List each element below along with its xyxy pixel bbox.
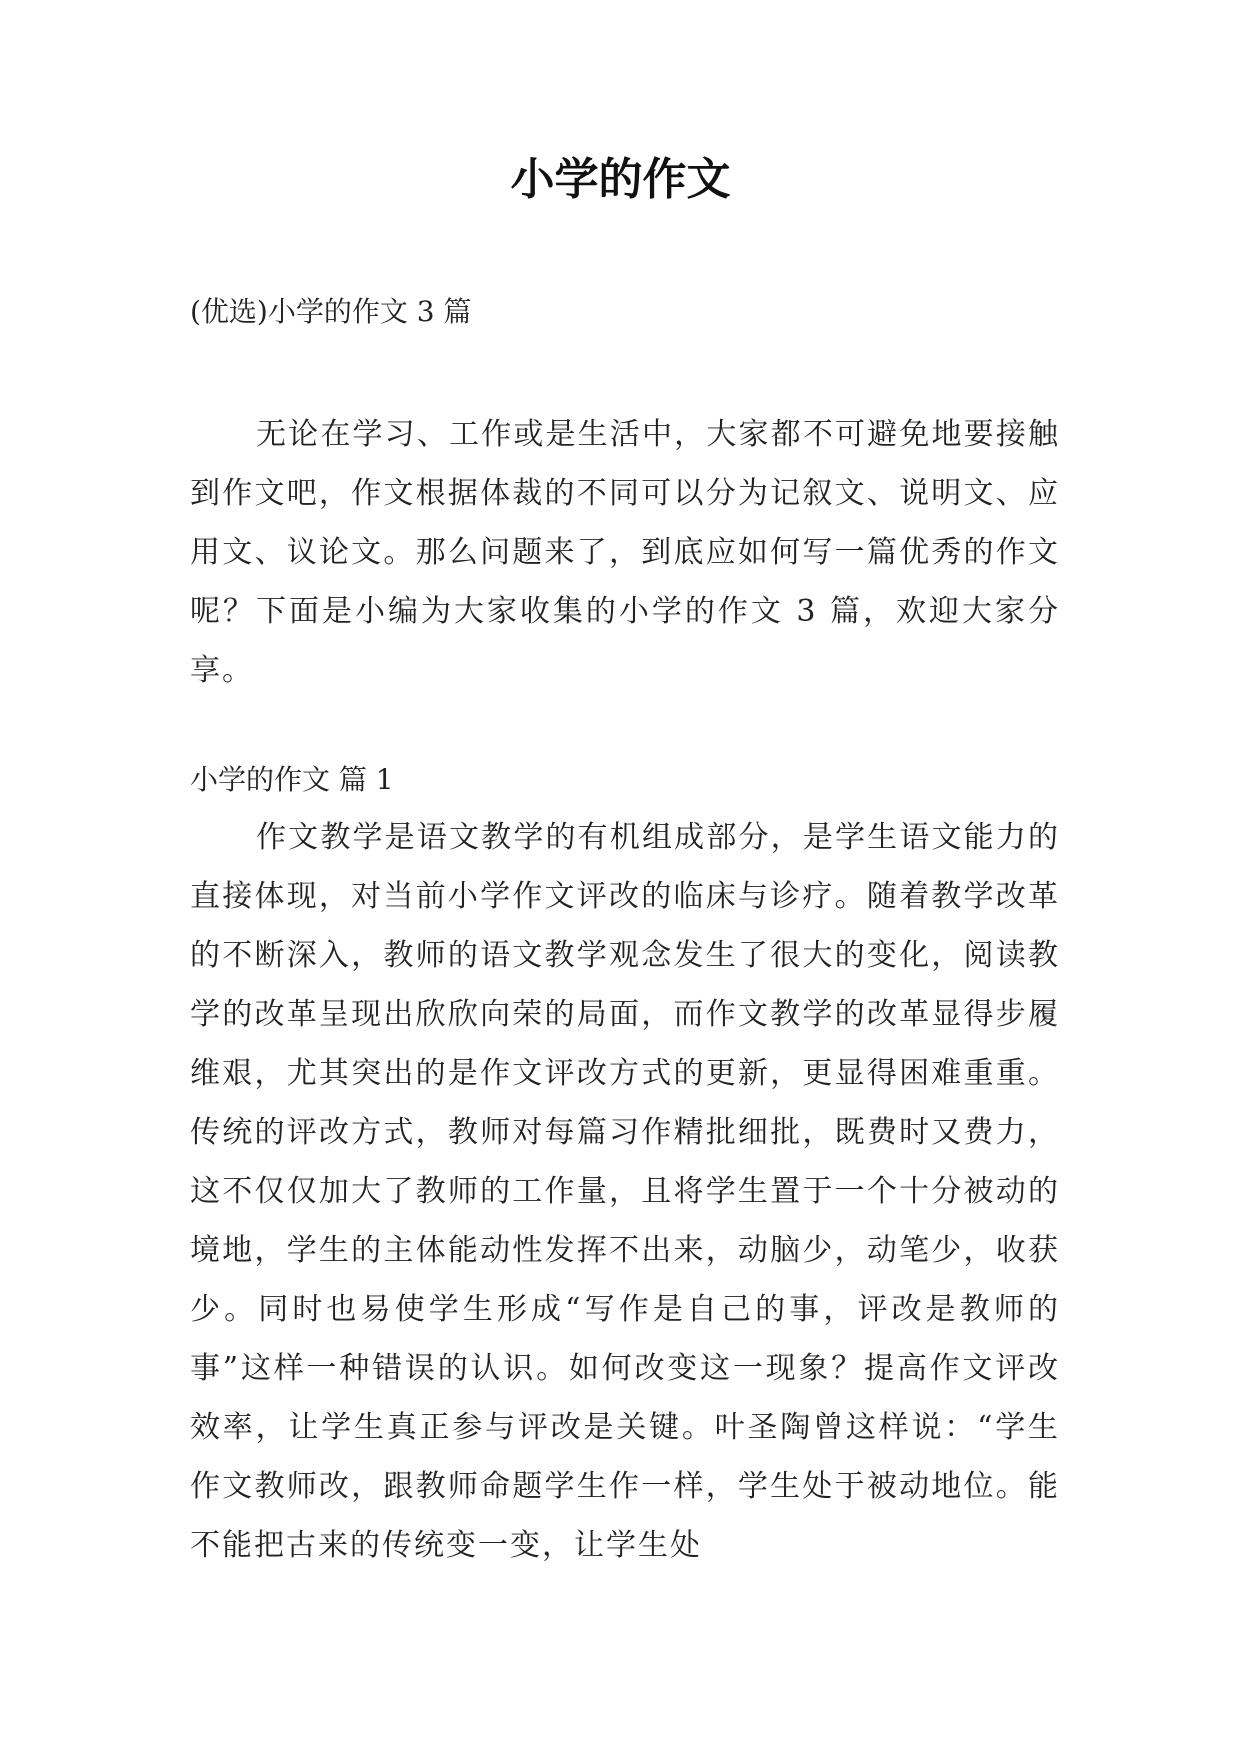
- section-body-paragraph: 作文教学是语文教学的有机组成部分，是学生语文能力的直接体现，对当前小学作文评改的临床与诊疗。随着教学改革的不断深入，教师的语文教学观念发生了很大的变化，阅读教学的改革呈现出欣欣向荣的局面，而作文教学的改革显得步履维艰，尤其突出的是作文评改方式的更新，更显得困难重重。传统的评改方式，教师对每篇习作精批细批，既费时又费力，这不仅仅加大了教师的工作量，且将学生置于一个十分被动的境地，学生的主体能动性发挥不出来，动脑少，动笔少，收获少。同时也易使学生形成“写作是自己的事，评改是教师的事”这样一种错误的认识。如何改变这一现象？提高作文评改效率，让学生真正参与评改是关键。叶圣陶曾这样说：“学生作文教师改，跟教师命题学生作一样，学生处于被动地位。能不能把古来的传统变一变，让学生处: [190, 820, 1060, 1563]
- section-heading: 小学的作文 篇 1: [190, 763, 394, 796]
- intro-paragraph: 无论在学习、工作或是生活中，大家都不可避免地要接触到作文吧，作文根据体裁的不同可以分为记叙文、说明文、应用文、议论文。那么问题来了，到底应如何写一篇优秀的作文呢？下面是小编为大家收集的小学的作文 3 篇，欢迎大家分享。: [190, 417, 1060, 688]
- document-title: 小学的作文: [510, 154, 731, 205]
- document-subtitle: (优选)小学的作文 3 篇: [190, 295, 472, 328]
